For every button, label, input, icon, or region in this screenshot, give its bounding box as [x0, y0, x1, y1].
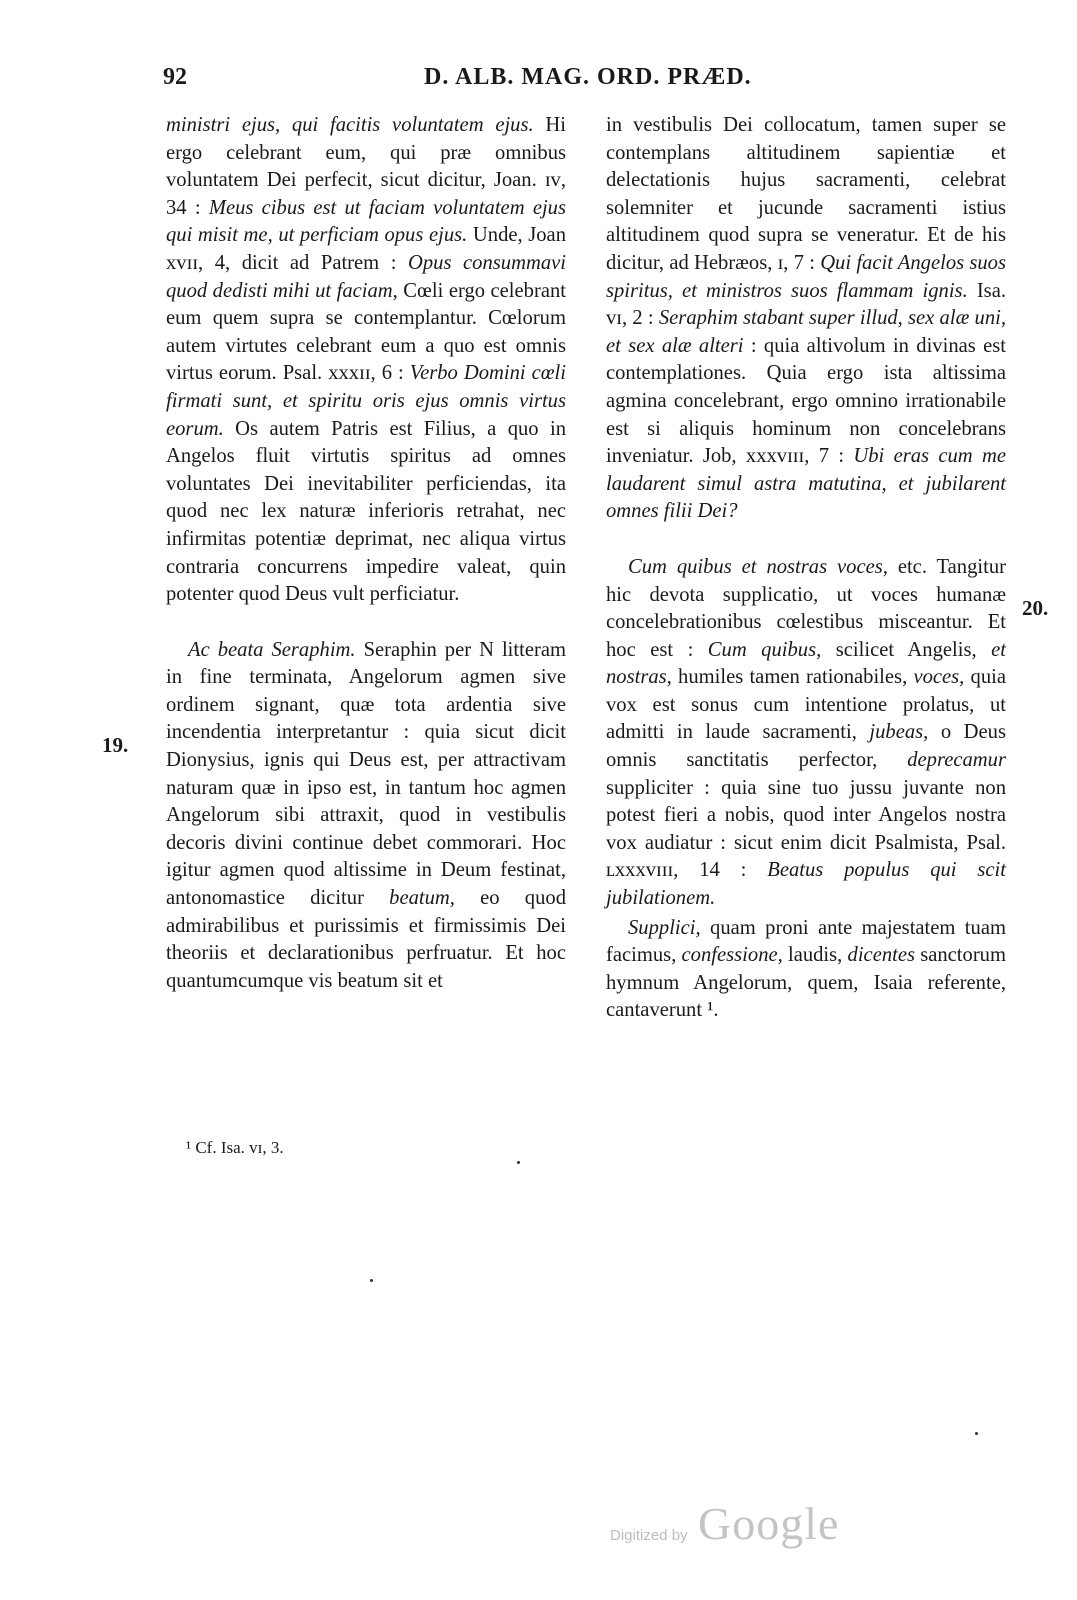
- paragraph: [606, 554, 1006, 913]
- italic-text: Qui facit Angelos suos spiritus, et ministros suos flammam ignis.: [606, 251, 1006, 302]
- italic-text: voces,: [913, 666, 965, 689]
- paragraph: [166, 637, 566, 996]
- text-run: quia vox est sonus cum intentione prolatus, ut admitti in laude sacramenti,: [606, 666, 1007, 744]
- italic-text: Ubi eras cum me laudarent simul astra matutina, et jubilarent omnes filii Dei?: [606, 445, 1007, 523]
- paragraph: [606, 112, 1006, 526]
- italic-text: Opus consummavi quod dedisti mihi ut faciam,: [166, 251, 566, 302]
- text-run: in vestibulis Dei collocatum, tamen super se contemplans altitudinem sapientiæ et delectationis hujus sacramenti, celebrat solemniter et jucunde sacramenti istius altitudinem quod supra se veneratur. Et de his dicitur, ad Hebræos, ɪ, 7 :: [606, 114, 1006, 274]
- right-column: [606, 112, 1006, 1025]
- italic-text: Supplici,: [628, 916, 701, 939]
- text-run: humiles tamen rationabiles,: [671, 666, 914, 689]
- italic-text: Verbo Domini cœli firmati sunt, et spiritu oris ejus omnis virtus eorum.: [166, 362, 566, 440]
- text-run: Cœli ergo celebrant eum quem supra se contemplantur. Cœlorum autem virtutes celebrant eum a quo est omnis virtus eorum. Psal. xxxɪɪ, 6 :: [166, 279, 566, 385]
- speck: [517, 1161, 520, 1164]
- text-run: o Deus omnis sanctitatis perfector,: [606, 721, 1006, 772]
- margin-section-number: 19.: [102, 733, 129, 757]
- running-title: D. ALB. MAG. ORD. PRÆD.: [424, 64, 752, 90]
- italic-text: Ac beata Seraphim.: [188, 638, 356, 661]
- page-number: 92: [163, 64, 187, 90]
- text-run: suppliciter : quia sine tuo jussu juvante non potest fieri a nobis, quod inter Angelos nostra vox audiatur : sicut enim dicit Psalmista, Psal. ʟxxxᴠɪɪɪ, 14 :: [606, 776, 1006, 882]
- text-run: etc. Tangitur hic devota supplicatio, ut voces humanæ concelebrationibus cœlestibus misceantur. Et hoc est :: [606, 555, 1006, 661]
- text-run: sanctorum hymnum Angelorum, quem, Isaia referente, cantaverunt ¹.: [606, 944, 1006, 1022]
- italic-text: Cum quibus,: [707, 638, 822, 661]
- italic-text: jubeas,: [869, 721, 929, 744]
- italic-text: Seraphim stabant super illud, sex alæ uni, et sex alæ alteri: [606, 307, 1006, 357]
- page-header: [163, 64, 1008, 100]
- text-run: scilicet Angelis,: [821, 638, 992, 661]
- google-logo: Google: [698, 1498, 840, 1549]
- text-run: : quia altivolum in divinas est contemplationes. Quia ergo ista altissima agmina concelebrant, ergo omnino irrationabile est si aliquis hominum non concelebrans inveniatur. Job, xxxᴠɪɪɪ, 7 :: [606, 334, 1006, 468]
- text-run: Unde, Joan xᴠɪɪ, 4, dicit ad Patrem :: [166, 224, 566, 274]
- speck: [975, 1432, 978, 1435]
- text-run: eo quod admirabilibus et purissimis et firmissimis Dei theoriis et declarationibus perfruatur. Et hoc quantumcumque vis beatum sit et: [166, 887, 566, 992]
- left-column: [166, 112, 566, 995]
- text-run: Isa. ᴠɪ, 2 :: [606, 279, 1006, 330]
- text-run: Os autem Patris est Filius, a quo in Angelos fluit virtutis spiritus ad omnes voluntates Dei inevitabiliter perficiendas, ita quod nec lex naturæ inferioris retrahat, nec infirmitas potentiæ deprimat, nec aliqua virtus contraria concurrens impedire valeat, quin potenter quod Deus vult perficiatur.: [166, 417, 566, 606]
- watermark-caption: Digitized by: [610, 1527, 688, 1544]
- paragraph: [606, 915, 1006, 1025]
- text-run: Hi ergo celebrant eum, qui præ omnibus voluntatem Dei perfecit, sicut dicitur, Joan. ɪᴠ, 34 :: [166, 114, 566, 219]
- margin-section-number: 20.: [1022, 596, 1049, 620]
- footnote: ¹ Cf. Isa. ᴠɪ, 3.: [186, 1138, 284, 1157]
- speck: [370, 1279, 373, 1282]
- text-run: quam proni ante majestatem tuam facimus,: [606, 916, 1006, 967]
- text-run: Seraphin per N litteram in fine terminata, Angelorum agmen sive ordinem signant, quæ tota ardentia sive incendentia interpretantur : quia sicut dicit Dionysius, ignis qui Deus est, per attractivam naturam quæ in ipso est, in tantum hoc agmen Angelorum sibi attraxit, quod in vestibulis decoris divini continue debet commorari. Hoc igitur agmen quod altissime in Deum festinat, antonomastice dicitur: [166, 638, 566, 910]
- italic-text: ministri ejus, qui facitis voluntatem ejus.: [166, 114, 534, 136]
- paragraph: [166, 112, 566, 609]
- text-run: laudis,: [782, 944, 848, 967]
- italic-text: Meus cibus est ut faciam voluntatem ejus qui misit me, ut perficiam opus ejus.: [166, 196, 566, 247]
- italic-text: confessione,: [681, 944, 783, 967]
- italic-text: beatum,: [389, 887, 455, 910]
- italic-text: Cum quibus et nostras voces,: [628, 555, 888, 578]
- italic-text: Beatus populus qui scit jubilationem.: [606, 859, 1006, 910]
- italic-text: et nostras,: [606, 638, 1006, 689]
- italic-text: dicentes: [847, 944, 916, 967]
- italic-text: deprecamur: [907, 749, 1006, 772]
